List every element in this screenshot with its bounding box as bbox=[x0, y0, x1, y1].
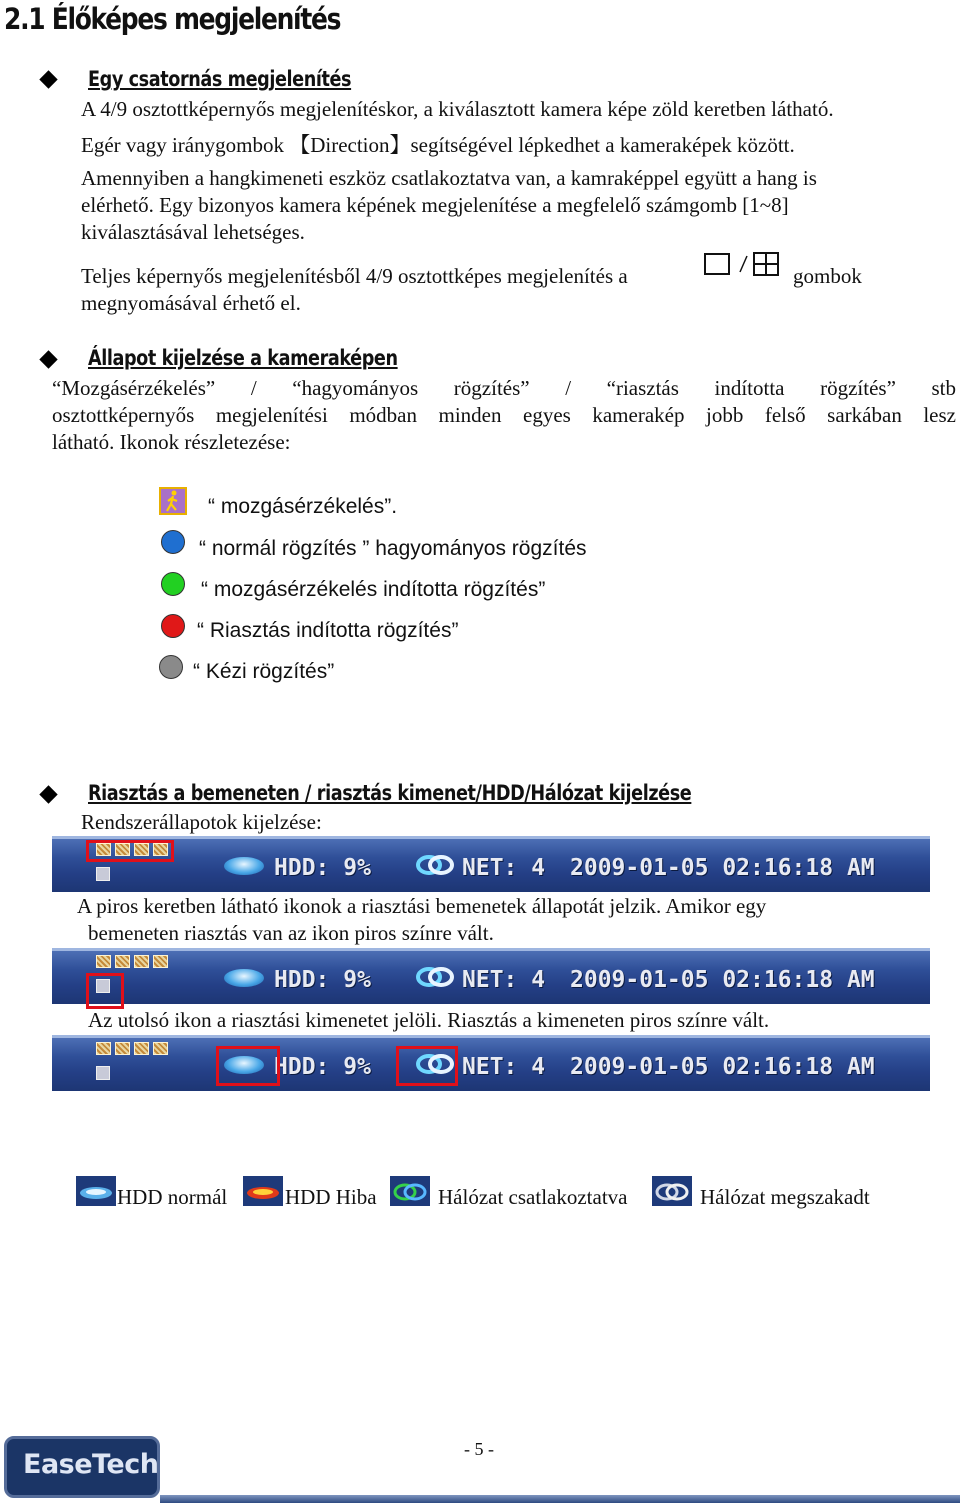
hdd-icon bbox=[224, 969, 264, 987]
paragraph-line: Amennyiben a hangkimeneti eszköz csatlakoztatva van, a kamraképpel együtt a hang is bbox=[81, 166, 817, 190]
status-bar bbox=[52, 1035, 930, 1091]
legend-label: Hálózat megszakadt bbox=[700, 1185, 870, 1209]
single-quad-view-buttons-icon bbox=[703, 250, 783, 280]
network-count: NET: 4 bbox=[462, 1054, 546, 1080]
network-icon bbox=[415, 853, 455, 877]
icon-description: “ mozgásérzékelés indította rögzítés” bbox=[201, 578, 546, 601]
easetech-logo bbox=[4, 1436, 160, 1498]
alarm-input-icons bbox=[96, 1042, 172, 1060]
paragraph-line: kiválasztásával lehetséges. bbox=[81, 220, 305, 244]
datetime: 2009-01-05 02:16:18 AM bbox=[570, 967, 875, 993]
gray-dot-icon bbox=[159, 655, 183, 679]
logo-text: EaseTech bbox=[23, 1449, 159, 1480]
page-title: 2.1 Élőképes megjelenítés bbox=[4, 2, 341, 36]
paragraph-line: Egér vagy iránygombok 【Direction】segítségével lépkedhet a kameraképek között. bbox=[81, 133, 795, 157]
footer-line bbox=[160, 1495, 960, 1503]
page-number: - 5 - bbox=[464, 1439, 494, 1459]
paragraph-line: osztottképernyős megjelenítési módban minden egyes kamerakép jobb felső sarkában lesz bbox=[52, 403, 956, 427]
network-connected-icon bbox=[390, 1176, 430, 1206]
highlight-box bbox=[86, 973, 124, 1009]
paragraph-line: megnyomásával érhető el. bbox=[81, 291, 301, 315]
legend-label: Hálózat csatlakoztatva bbox=[438, 1185, 628, 1209]
green-dot-icon bbox=[161, 572, 185, 596]
paragraph-line: látható. Ikonok részletezése: bbox=[52, 430, 291, 454]
section-heading-single-channel: Egy csatornás megjelenítés bbox=[88, 67, 352, 91]
datetime: 2009-01-05 02:16:18 AM bbox=[570, 855, 875, 881]
paragraph-line: “Mozgásérzékelés” / “hagyományos rögzítés” / “riasztás indította rögzítés” stb bbox=[52, 376, 956, 400]
hdd-usage: HDD: 9% bbox=[274, 855, 371, 881]
paragraph-line: Rendszerállapotok kijelzése: bbox=[81, 810, 322, 834]
section-heading-alarm: Riasztás a bemeneten / riasztás kimenet/HDD/Hálózat kijelzése bbox=[88, 781, 692, 805]
network-disconnected-icon bbox=[652, 1176, 692, 1206]
paragraph-line: Teljes képernyős megjelenítésből 4/9 osztottképes megjelenítés a bbox=[81, 264, 628, 288]
blue-dot-icon bbox=[161, 530, 185, 554]
icon-description: “ Kézi rögzítés” bbox=[193, 660, 335, 683]
alarm-output-icon bbox=[96, 867, 110, 881]
paragraph-line: A piros keretben látható ikonok a riasztási bemenetek állapotát jelzik. Amikor egy bbox=[77, 894, 767, 918]
network-count: NET: 4 bbox=[462, 967, 546, 993]
network-icon bbox=[415, 965, 455, 989]
network-count: NET: 4 bbox=[462, 855, 546, 881]
paragraph-line: Az utolsó ikon a riasztási kimenetet jelöli. Riasztás a kimeneten piros színre vált. bbox=[88, 1008, 770, 1032]
paragraph-line: bemeneten riasztás van az ikon piros színre vált. bbox=[88, 921, 494, 945]
paragraph-line: gombok bbox=[793, 264, 862, 288]
legend-label: HDD normál bbox=[117, 1185, 228, 1209]
icon-description: “ normál rögzítés ” hagyományos rögzítés bbox=[199, 537, 587, 560]
bullet-diamond-icon bbox=[39, 70, 57, 88]
highlight-box bbox=[86, 840, 174, 862]
status-bar bbox=[52, 836, 930, 892]
bullet-diamond-icon bbox=[39, 350, 57, 368]
hdd-usage: HDD: 9% bbox=[274, 1054, 371, 1080]
legend-label: HDD Hiba bbox=[285, 1185, 377, 1209]
hdd-icon bbox=[224, 857, 264, 875]
section-heading-status: Állapot kijelzése a kameraképen bbox=[88, 346, 398, 370]
hdd-error-icon bbox=[243, 1176, 283, 1206]
status-bar bbox=[52, 948, 930, 1004]
bullet-diamond-icon bbox=[39, 785, 57, 803]
red-dot-icon bbox=[161, 614, 185, 638]
highlight-box bbox=[396, 1046, 458, 1086]
alarm-output-icon bbox=[96, 1066, 110, 1080]
paragraph-line: A 4/9 osztottképernyős megjelenítéskor, a kiválasztott kamera képe zöld keretben látható. bbox=[81, 97, 834, 121]
icon-description: “ Riasztás indította rögzítés” bbox=[197, 619, 459, 642]
datetime: 2009-01-05 02:16:18 AM bbox=[570, 1054, 875, 1080]
alarm-input-icons bbox=[96, 955, 172, 973]
icon-description: “ mozgásérzékelés”. bbox=[208, 495, 398, 518]
hdd-normal-icon bbox=[76, 1176, 116, 1206]
highlight-box bbox=[216, 1046, 280, 1086]
hdd-usage: HDD: 9% bbox=[274, 967, 371, 993]
motion-person-icon bbox=[159, 487, 187, 515]
paragraph-line: elérhető. Egy bizonyos kamera képének megjelenítése a megfelelő számgomb [1~8] bbox=[81, 193, 789, 217]
